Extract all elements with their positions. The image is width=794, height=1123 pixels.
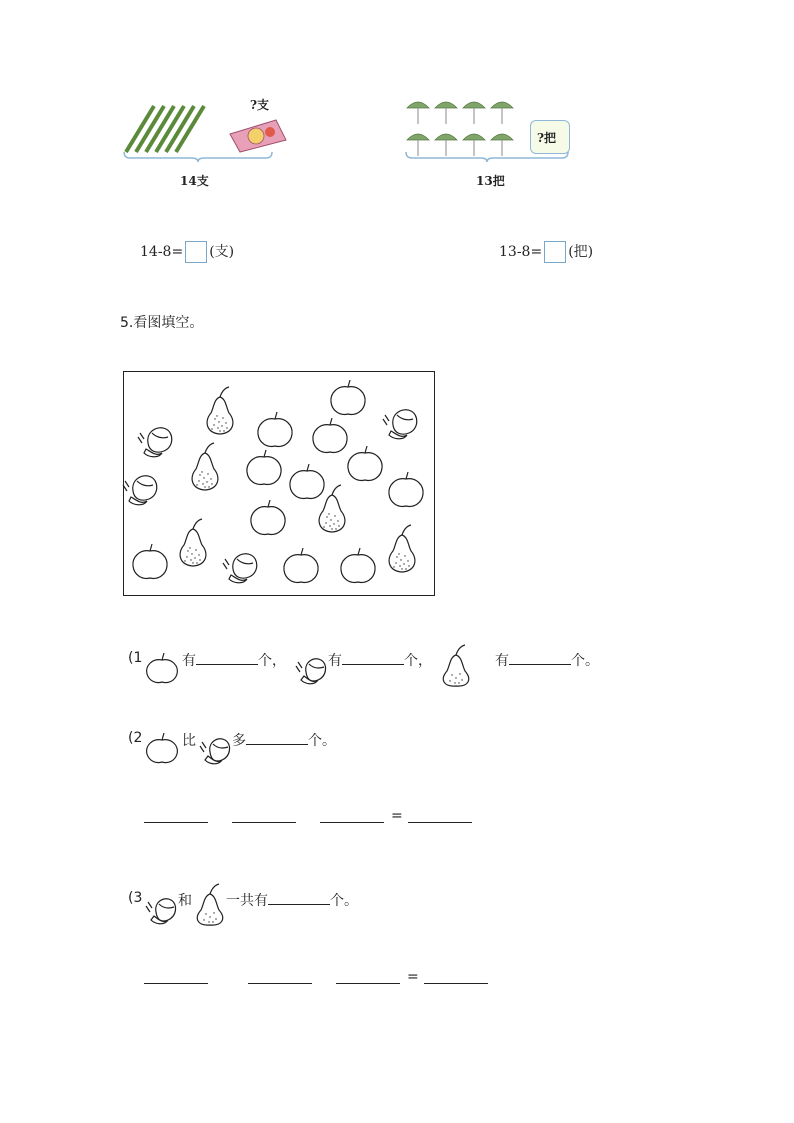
q3-end: 个。 (330, 893, 358, 909)
q1-peach-blank[interactable] (342, 650, 404, 665)
equation-umbrellas (499, 241, 593, 263)
q2-number: (2 (128, 730, 143, 746)
peach-icon (200, 734, 230, 766)
q1-part-a-text: 有 (182, 653, 196, 669)
pear-icon (442, 643, 476, 687)
pear-icon (196, 882, 230, 926)
q2-equation-blank-2[interactable] (232, 822, 296, 823)
q3-total-blank[interactable] (268, 890, 330, 905)
q1-apple-blank[interactable] (196, 650, 258, 665)
case-question-label: ?支 (250, 98, 270, 112)
q2-end: 个。 (308, 733, 336, 749)
q1-part-a-end: 个， (258, 653, 286, 669)
umbrella-icon (405, 96, 523, 158)
q2-duo-text: 多 (232, 733, 246, 749)
answer-box-pencils[interactable] (185, 241, 207, 263)
fruit-picture (123, 371, 435, 596)
q1-part-c-end: 个。 (571, 653, 599, 669)
q1-part-c-text: 有 (495, 653, 509, 669)
q3-equation-blank-2[interactable] (248, 983, 312, 984)
equation-pencils-expr: 14-8= (140, 244, 184, 260)
answer-box-umbrellas[interactable] (544, 241, 566, 263)
pencil-case-icon (226, 114, 288, 154)
q1-pear-blank[interactable] (509, 650, 571, 665)
equation-umbrellas-unit: (把) (568, 244, 594, 260)
q3-equation-blank-1[interactable] (144, 983, 208, 984)
q3-number: (3 (128, 890, 143, 906)
q2-equals-sign: = (391, 808, 403, 824)
q1-number: (1 (128, 650, 143, 666)
q1-part-a (182, 650, 286, 670)
section-title: 5.看图填空。 (120, 315, 204, 331)
q3-total-text: 一共有 (226, 893, 268, 909)
umbrellas-count-label: 13把 (476, 174, 505, 188)
q2-equation-blank-3[interactable] (320, 822, 384, 823)
umbrellas-brace (404, 150, 570, 164)
q3-equals-sign: = (407, 969, 419, 985)
q3-he: 和 (178, 893, 192, 909)
pencil-case-illustration (226, 114, 288, 154)
q3-total (226, 890, 358, 910)
q1-part-b-end: 个， (404, 653, 432, 669)
pencils-count-label: 14支 (180, 174, 209, 188)
umbrella-question-label: ?把 (537, 131, 557, 145)
apple-icon (146, 728, 178, 764)
q2-equation-answer-blank[interactable] (408, 822, 472, 823)
umbrellas-illustration (405, 96, 523, 158)
q2-difference-blank[interactable] (246, 730, 308, 745)
q2-equation-blank-1[interactable] (144, 822, 208, 823)
equation-umbrellas-expr: 13-8= (499, 244, 543, 260)
peach-icon (296, 654, 326, 686)
equation-pencils (140, 241, 234, 263)
apple-icon (146, 648, 178, 684)
q2-duo (232, 730, 336, 750)
equation-pencils-unit: (支) (209, 244, 235, 260)
q3-equation-answer-blank[interactable] (424, 983, 488, 984)
peach-icon (146, 894, 176, 926)
q1-part-c (495, 650, 599, 670)
q1-part-b (328, 650, 432, 670)
q2-bi: 比 (182, 733, 196, 749)
umbrella-question-box (530, 120, 570, 154)
q1-part-b-text: 有 (328, 653, 342, 669)
q3-equation-blank-3[interactable] (336, 983, 400, 984)
